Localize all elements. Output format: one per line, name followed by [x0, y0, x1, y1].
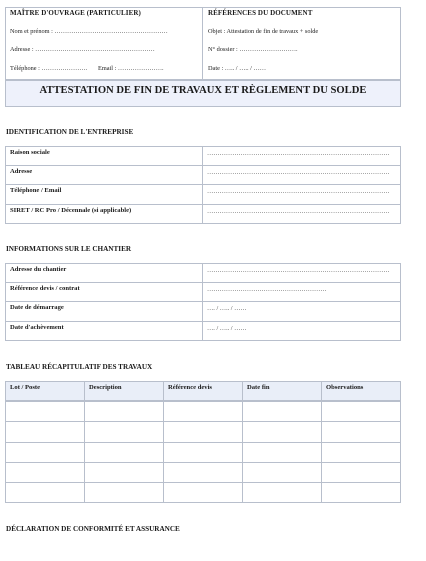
- completion-date-field[interactable]: …. / ….. / ……: [207, 325, 247, 332]
- start-date-label: Date de démarrage: [10, 304, 64, 311]
- site-table: [5, 263, 401, 341]
- company-section-heading: IDENTIFICATION DE L'ENTREPRISE: [6, 128, 134, 136]
- company-table-divider: [202, 146, 203, 224]
- client-email-field[interactable]: Email : ………………….: [98, 65, 164, 72]
- start-date-field[interactable]: …. / ….. / ……: [207, 305, 247, 312]
- site-address-label: Adresse du chantier: [10, 266, 67, 273]
- client-address-field[interactable]: Adresse : …………………………………………………: [10, 46, 155, 53]
- company-siret-label: SIRET / RC Pro / Décennale (si applicable): [10, 207, 132, 214]
- declaration-section-heading: DÉCLARATION DE CONFORMITÉ ET ASSURANCE: [6, 525, 180, 533]
- document-refs-heading: RÉFÉRENCES DU DOCUMENT: [208, 9, 313, 17]
- company-siret-field[interactable]: ……………………………………………………………………………: [207, 208, 390, 215]
- dossier-number-field[interactable]: N° dossier : ……………………….: [208, 46, 298, 53]
- document-date-field[interactable]: Date : ….. / ….. / ……: [208, 65, 267, 72]
- company-address-label: Adresse: [10, 168, 33, 175]
- works-section-heading: TABLEAU RÉCAPITULATIF DES TRAVAUX: [6, 363, 153, 371]
- completion-date-label: Date d'achèvement: [10, 324, 64, 331]
- client-section-heading: MAÎTRE D'OUVRAGE (PARTICULIER): [10, 9, 141, 17]
- company-name-field[interactable]: ……………………………………………………………………………: [207, 150, 390, 157]
- company-name-label: Raison sociale: [10, 149, 50, 156]
- site-section-heading: INFORMATIONS SUR LE CHANTIER: [6, 245, 132, 253]
- company-contact-field[interactable]: ……………………………………………………………………………: [207, 188, 390, 195]
- column-header-lot: Lot / Poste: [10, 384, 41, 391]
- column-header-quote-ref: Référence devis: [168, 384, 213, 391]
- company-contact-label: Téléphone / Email: [10, 187, 62, 194]
- title-band: [5, 80, 401, 107]
- document-title: ATTESTATION DE FIN DE TRAVAUX ET RÈGLEMENT DU SOLDE: [39, 85, 367, 96]
- client-phone-field[interactable]: Téléphone : ………………….: [10, 65, 88, 72]
- quote-reference-label: Référence devis / contrat: [10, 285, 80, 292]
- column-header-end-date: Date fin: [247, 384, 270, 391]
- column-header-observations: Observations: [326, 384, 364, 391]
- quote-reference-field[interactable]: …………………………………………………: [207, 286, 327, 293]
- company-address-field[interactable]: ……………………………………………………………………………: [207, 169, 390, 176]
- site-address-field[interactable]: ……………………………………………………………………………: [207, 267, 390, 274]
- column-header-description: Description: [89, 384, 122, 391]
- header-divider: [202, 7, 203, 80]
- client-name-field[interactable]: Nom et prénom : ………………………………………………: [10, 28, 168, 35]
- site-table-divider: [202, 263, 203, 341]
- document-object: Objet : Attestation de fin de travaux + solde: [208, 28, 319, 35]
